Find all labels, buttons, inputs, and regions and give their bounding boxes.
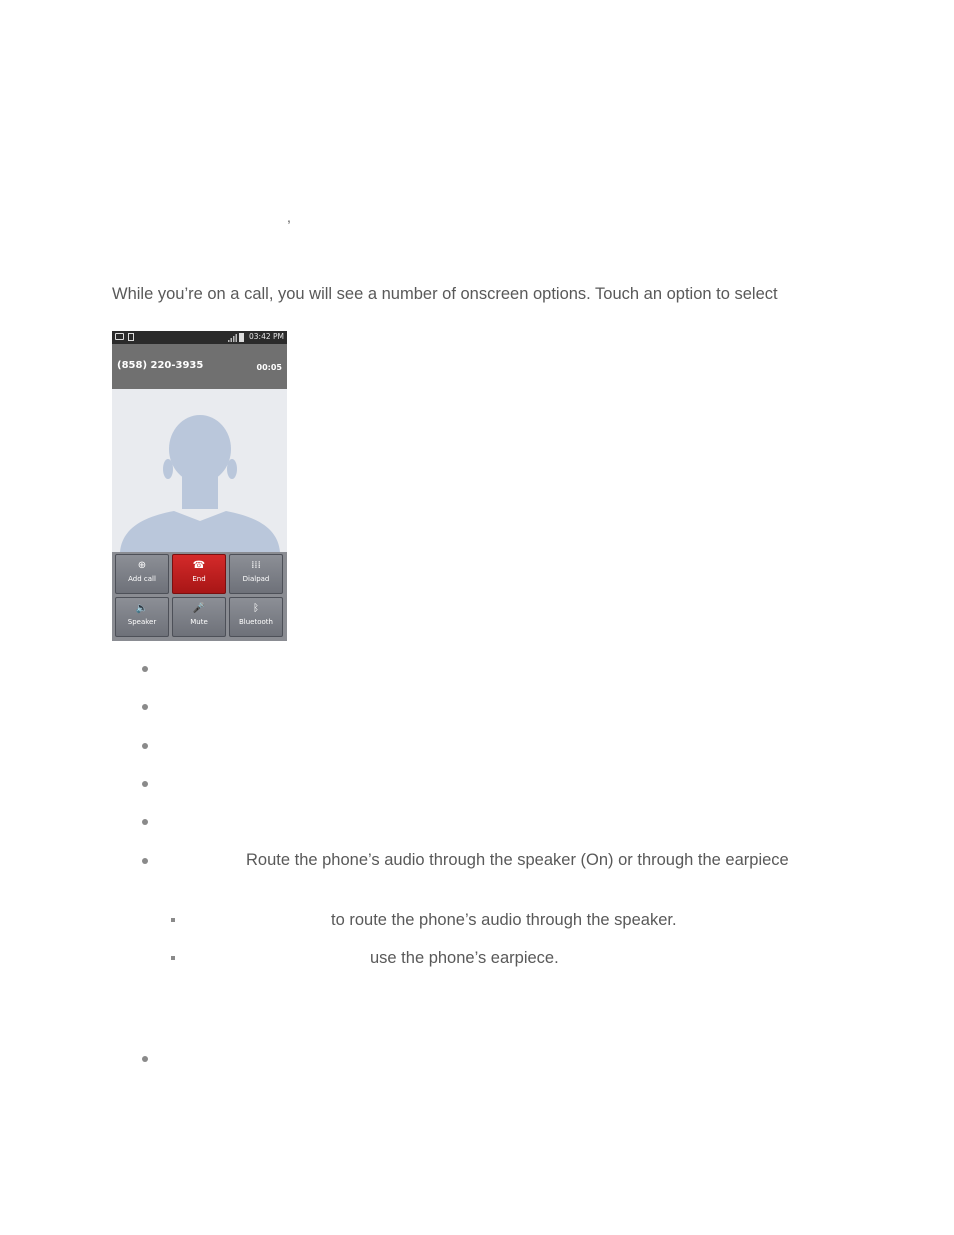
battery-icon: [239, 333, 244, 342]
bullet-marker: [142, 819, 148, 825]
mute-label: Mute: [190, 618, 208, 626]
call-timer: 00:05: [256, 363, 282, 372]
end-call-button[interactable]: [172, 554, 226, 594]
mute-mic-icon: 🎤: [192, 603, 206, 614]
speaker-label: Speaker: [127, 618, 157, 626]
speaker-button[interactable]: [115, 597, 169, 637]
call-controls: [112, 552, 287, 641]
contact-avatar-icon: [112, 389, 287, 552]
sub-bullet-speaker-on: to route the phone’s audio through the speaker.: [331, 911, 677, 929]
bluetooth-label: Bluetooth: [239, 618, 273, 626]
dialpad-icon: ⁞⁞⁞: [251, 560, 261, 571]
end-call-label: End: [192, 575, 206, 583]
dialpad-button[interactable]: [229, 554, 283, 594]
speaker-icon: 🔈: [135, 603, 149, 614]
bullet-marker: [142, 666, 148, 672]
sub-bullet-speaker-off: use the phone’s earpiece.: [370, 949, 559, 967]
intro-paragraph: While you’re on a call, you will see a number of onscreen options. Touch an option to select: [112, 285, 778, 303]
end-call-icon: ☎: [192, 560, 206, 571]
add-circle-icon: ⊕: [137, 560, 147, 571]
bluetooth-button[interactable]: [229, 597, 283, 637]
stray-mark: ,: [287, 209, 291, 225]
bullet-marker: [142, 858, 148, 864]
call-header: [112, 344, 287, 389]
signal-icon: [228, 334, 237, 342]
bullet-marker: [142, 781, 148, 787]
bluetooth-icon: ᛒ: [253, 603, 259, 614]
phone-call-screenshot: [112, 331, 287, 641]
status-time: 03:42 PM: [249, 332, 284, 341]
message-icon: [115, 333, 124, 340]
dialpad-label: Dialpad: [242, 575, 270, 583]
bullet-marker: [142, 743, 148, 749]
speaker-bullet-text: Route the phone’s audio through the speaker (On) or through the earpiece: [246, 851, 789, 869]
sub-bullet-marker: [171, 956, 175, 960]
sub-bullet-marker: [171, 918, 175, 922]
bullet-marker: [142, 704, 148, 710]
add-call-label: Add call: [128, 575, 156, 583]
add-call-button[interactable]: [115, 554, 169, 594]
sd-card-icon: [128, 333, 134, 341]
status-bar: [112, 331, 287, 344]
caller-number: (858) 220-3935: [117, 360, 204, 371]
mute-button[interactable]: [172, 597, 226, 637]
bullet-marker: [142, 1056, 148, 1062]
